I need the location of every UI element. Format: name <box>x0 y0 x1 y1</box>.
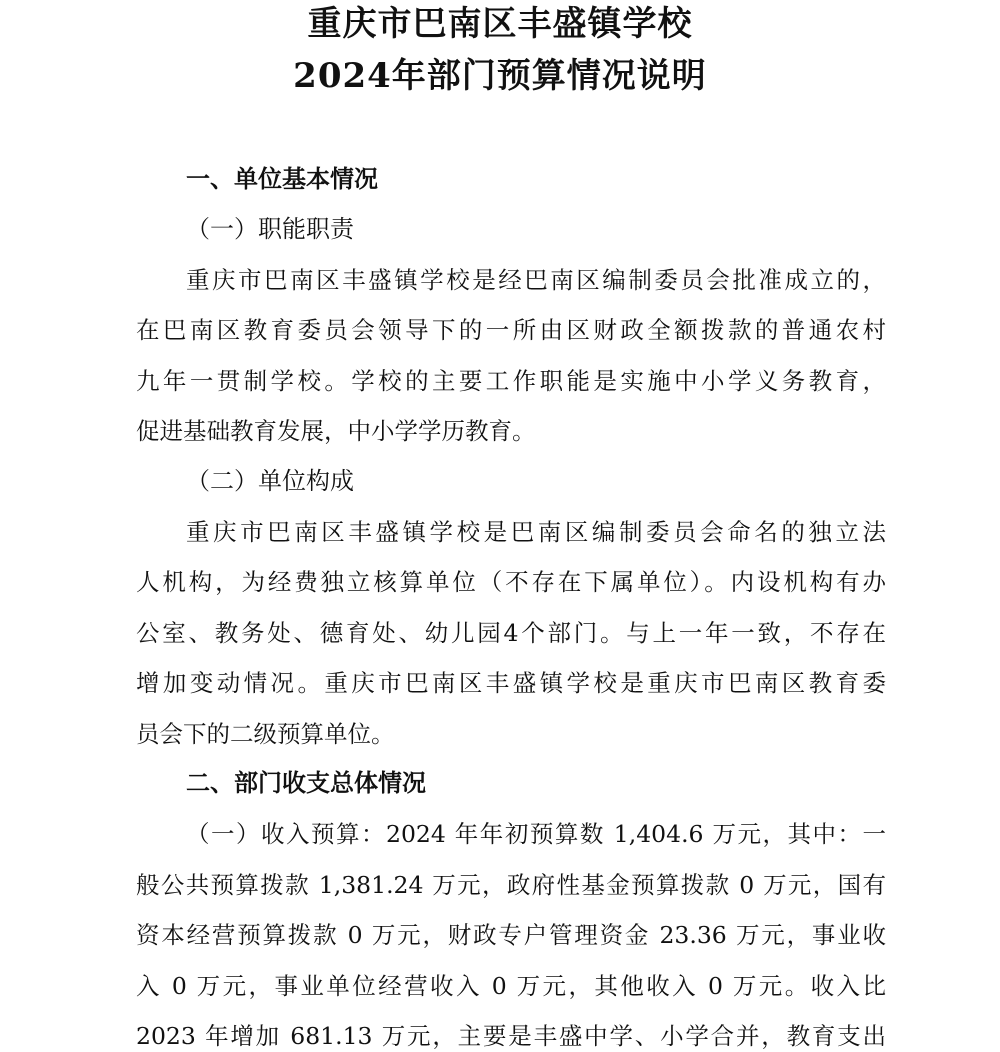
paragraph-line: 在巴南区教育委员会领导下的一所由区财政全额拨款的普通农村 <box>136 316 886 344</box>
paragraph-line: 重庆市巴南区丰盛镇学校是巴南区编制委员会命名的独立法 <box>186 518 886 546</box>
paragraph-line: 重庆市巴南区丰盛镇学校是经巴南区编制委员会批准成立的， <box>186 266 886 294</box>
paragraph-line: 促进基础教育发展，中小学学历教育。 <box>136 417 536 445</box>
paragraph-line: （一）收入预算：2024 年年初预算数 1,404.6 万元，其中：一 <box>186 820 886 848</box>
section1-sub1-heading: （一）职能职责 <box>186 215 354 243</box>
paragraph-line: 九年一贯制学校。学校的主要工作职能是实施中小学义务教育， <box>136 367 886 395</box>
section1-sub2-heading: （二）单位构成 <box>186 467 354 495</box>
paragraph-line: 增加变动情况。重庆市巴南区丰盛镇学校是重庆市巴南区教育委 <box>136 669 886 697</box>
paragraph-line: 2023 年增加 681.13 万元，主要是丰盛中学、小学合并，教育支出 <box>136 1022 886 1050</box>
paragraph-line: 入 0 万元，事业单位经营收入 0 万元，其他收入 0 万元。收入比 <box>136 972 886 1000</box>
paragraph-line: 员会下的二级预算单位。 <box>136 720 395 748</box>
paragraph-line: 人机构，为经费独立核算单位（不存在下属单位）。内设机构有办 <box>136 568 886 596</box>
paragraph-line: 般公共预算拨款 1,381.24 万元，政府性基金预算拨款 0 万元，国有 <box>136 871 886 899</box>
document-title-line1: 重庆市巴南区丰盛镇学校 <box>307 4 693 44</box>
section1-heading: 一、单位基本情况 <box>186 165 378 193</box>
section2-heading: 二、部门收支总体情况 <box>186 769 426 797</box>
paragraph-line: 公室、教务处、德育处、幼儿园4个部门。与上一年一致，不存在 <box>136 619 886 647</box>
document-title-line2: 2024年部门预算情况说明 <box>293 56 707 96</box>
paragraph-line: 资本经营预算拨款 0 万元，财政专户管理资金 23.36 万元，事业收 <box>136 921 886 949</box>
